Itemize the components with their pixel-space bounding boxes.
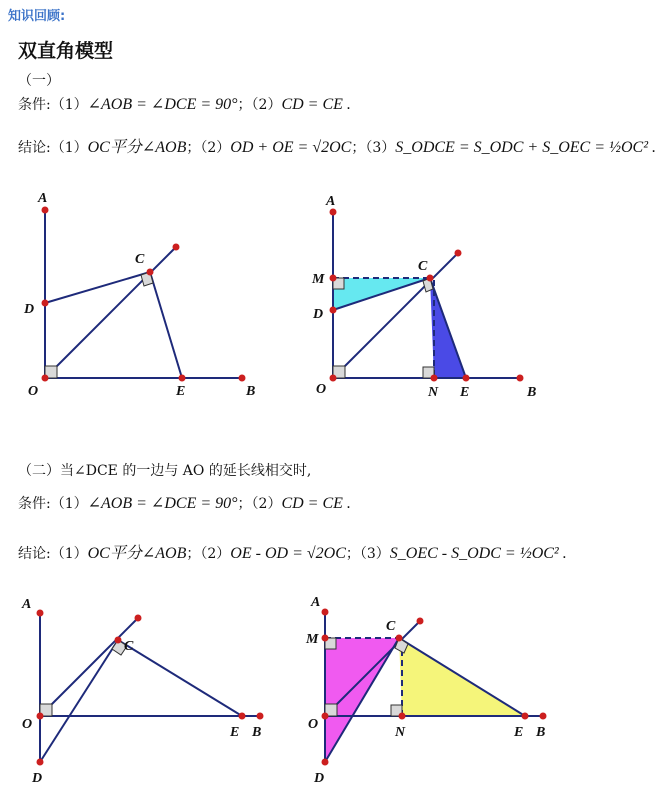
point-m xyxy=(330,275,337,282)
point-a xyxy=(322,609,329,616)
conclusion-2: OD + OE = √2OC xyxy=(230,139,352,156)
conclusion-sep2: ；（2） xyxy=(186,546,231,562)
condition-sep: ；（2） xyxy=(237,97,282,113)
point-e xyxy=(239,713,246,720)
point-c xyxy=(115,637,122,644)
label-o: O xyxy=(316,382,327,397)
label-c: C xyxy=(418,259,428,274)
label-b: B xyxy=(252,725,262,740)
point-c-ext xyxy=(455,250,462,257)
point-d xyxy=(330,307,337,314)
figure-2 xyxy=(311,194,536,400)
point-d xyxy=(42,300,49,307)
point-b xyxy=(239,375,246,382)
label-a: A xyxy=(326,194,336,209)
condition-prefix: 条件:（1） xyxy=(18,496,88,512)
point-o xyxy=(322,713,329,720)
point-o xyxy=(42,375,49,382)
point-e xyxy=(522,713,529,720)
seg-oc-ext xyxy=(45,247,176,378)
point-c xyxy=(396,635,403,642)
label-o: O xyxy=(28,384,39,399)
conclusion-prefix: 结论:（1） xyxy=(18,140,88,156)
point-c-ext xyxy=(173,244,180,251)
point-e xyxy=(463,375,470,382)
label-e: E xyxy=(230,725,240,740)
part1-heading: （一） xyxy=(18,73,60,89)
condition-2: CD = CE . xyxy=(281,495,351,512)
point-m xyxy=(322,635,329,642)
label-a: A xyxy=(22,597,32,612)
page-title: 双直角模型 xyxy=(18,40,114,62)
point-c xyxy=(427,275,434,282)
figure-4 xyxy=(305,595,547,786)
point-o xyxy=(330,375,337,382)
seg-ce xyxy=(150,272,182,378)
point-a xyxy=(330,209,337,216)
conclusion-3: S_ODCE = S_ODC + S_OEC = ½OC² . xyxy=(395,139,656,156)
figure-3 xyxy=(21,597,264,786)
point-b xyxy=(257,713,264,720)
label-c: C xyxy=(386,619,396,634)
label-o: O xyxy=(22,717,33,732)
condition-prefix: 条件:（1） xyxy=(18,97,88,113)
label-a: A xyxy=(311,595,321,610)
point-d xyxy=(37,759,44,766)
point-b xyxy=(540,713,547,720)
conclusion-1: OC平分∠AOB xyxy=(87,545,187,562)
point-a xyxy=(37,610,44,617)
label-o: O xyxy=(308,717,319,732)
label-e: E xyxy=(514,725,524,740)
label-c: C xyxy=(124,639,134,654)
conclusion-3: S_OEC - S_ODC = ½OC² . xyxy=(389,545,567,562)
point-c-ext xyxy=(417,618,424,625)
point-d xyxy=(322,759,329,766)
conclusion-sep3: ；（3） xyxy=(345,546,390,562)
point-n xyxy=(399,713,406,720)
label-d: D xyxy=(313,307,324,322)
label-b: B xyxy=(246,384,256,399)
point-o xyxy=(37,713,44,720)
condition-sep: ；（2） xyxy=(237,496,282,512)
part2-heading: （二）当∠DCE 的一边与 AO 的延长线相交时, xyxy=(18,463,312,479)
condition-1: ∠AOB = ∠DCE = 90° xyxy=(87,96,238,113)
label-a: A xyxy=(38,191,48,206)
conclusion-1: OC平分∠AOB xyxy=(87,139,187,156)
label-b: B xyxy=(527,385,537,400)
conclusion-sep3: ；（3） xyxy=(351,140,396,156)
label-m: M xyxy=(312,272,325,287)
point-n xyxy=(431,375,438,382)
label-c: C xyxy=(135,252,145,267)
point-c xyxy=(147,269,154,276)
seg-dc xyxy=(40,640,118,762)
label-d: D xyxy=(314,771,325,786)
conclusion-sep2: ；（2） xyxy=(186,140,231,156)
conclusion-prefix: 结论:（1） xyxy=(18,546,88,562)
figure-1 xyxy=(23,191,255,399)
point-e xyxy=(179,375,186,382)
point-b xyxy=(517,375,524,382)
label-n: N xyxy=(395,725,406,740)
label-e: E xyxy=(176,384,186,399)
point-c-ext xyxy=(135,615,142,622)
label-e: E xyxy=(460,385,470,400)
label-m: M xyxy=(306,632,319,647)
label-d: D xyxy=(32,771,43,786)
label-b: B xyxy=(536,725,546,740)
condition-2: CD = CE . xyxy=(281,96,351,113)
condition-1: ∠AOB = ∠DCE = 90° xyxy=(87,495,238,512)
point-a xyxy=(42,207,49,214)
conclusion-2: OE - OD = √2OC xyxy=(230,545,346,562)
seg-oc-ext xyxy=(40,618,138,716)
topic-label: 知识回顾: xyxy=(8,9,66,24)
label-n: N xyxy=(428,385,439,400)
seg-ce xyxy=(118,640,242,716)
label-d: D xyxy=(24,302,35,317)
